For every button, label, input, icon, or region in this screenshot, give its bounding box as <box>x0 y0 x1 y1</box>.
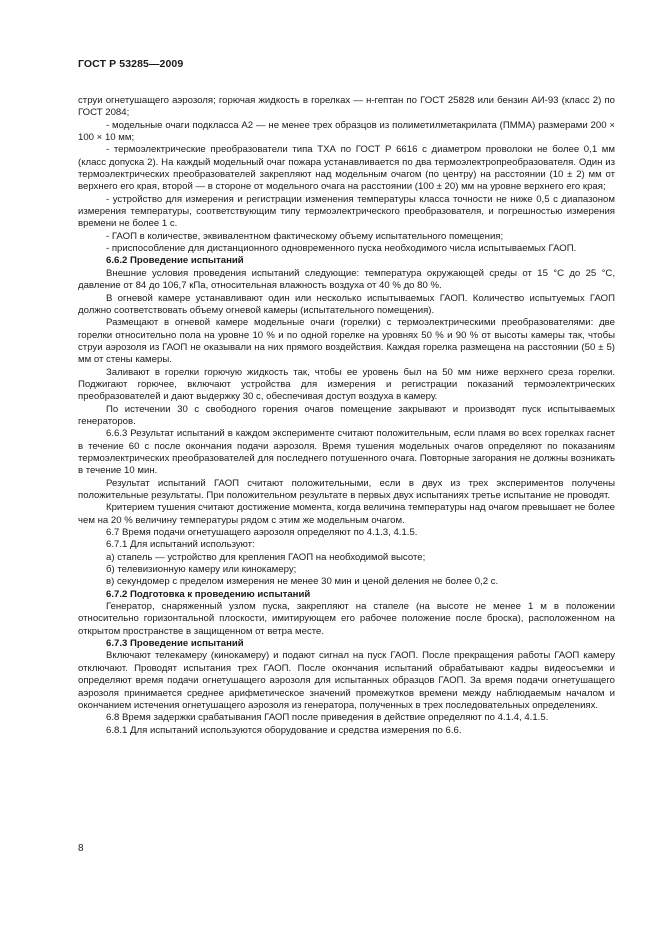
paragraph: б) телевизионную камеру или кинокамеру; <box>106 564 297 576</box>
paragraph: Заливают в горелки горючую жидкость так, чтобы ее уровень был на 50 мм ниже верхнего среза горелки. Поджигают горючее, включают устройства для измерения и регистрации показаний термоэлектрических преобразователей и дают выдержку 30 с, обеспечивая доступ воздуха в камеру. <box>78 366 615 403</box>
paragraph: 6.7.1 Для испытаний используют: <box>106 539 255 551</box>
paragraph: в) секундомер с пределом измерения не менее 30 мин и ценой деления не более 0,2 с. <box>106 576 499 588</box>
document-body <box>78 95 615 737</box>
paragraph: - термоэлектрические преобразователи типа ТХА по ГОСТ Р 6616 с диаметром проволоки не более 0,1 мм (класс допуска 2). На каждый модельный очаг пожара устанавливается по два термоэлектропреобразователя. Один из термоэлектрических преобразователей закрепляют над модельным очагом (по центру) на расстоянии (10 ± 2) мм от верхнего его края, второй — в стороне от модельного очага на расстоянии (100 ± 20) мм на уровне верхнего его края; <box>78 144 615 193</box>
paragraph: Включают телекамеру (кинокамеру) и подают сигнал на пуск ГАОП. После прекращения работы ГАОП камеру отключают. Проводят испытания трех ГАОП. После окончания испытаний обрабатывают кадры видеосъемки и определяют время подачи огнетушащего аэрозоля для испытанных образцов ГАОП. За время подачи огнетушащего аэрозоля принимается среднее арифметическое значений промежутков времени между наблюдаемым началом и окончанием истечения огнетушащего аэрозоля из генератора, полученных в трех последовательных определениях. <box>78 650 615 711</box>
paragraph: 6.8.1 Для испытаний используются оборудование и средства измерения по 6.6. <box>106 724 462 736</box>
paragraph: - приспособление для дистанционного одновременного пуска необходимого числа испытываемых ГАОП. <box>106 243 577 255</box>
paragraph: 6.7 Время подачи огнетушащего аэрозоля определяют по 4.1.3, 4.1.5. <box>106 527 418 539</box>
paragraph: а) стапель — устройство для крепления ГАОП на необходимой высоте; <box>106 551 426 563</box>
paragraph: 6.6.3 Результат испытаний в каждом эксперименте считают положительным, если пламя во всех горелках гаснет в течение 60 с после окончания подачи аэрозоля. Время тушения модельных очагов определяют по показаниям термоэлектрических преобразователей для последнего потушенного очага. Повторные загорания не должны возникать в течение 10 мин. <box>78 428 615 477</box>
paragraph: Внешние условия проведения испытаний следующие: температура окружающей среды от 15 °С до 25 °С, давление от 84 до 106,7 кПа, относительная влажность воздуха от 40 % до 80 %. <box>78 267 615 292</box>
paragraph: В огневой камере устанавливают один или несколько испытываемых ГАОП. Количество испытуемых ГАОП должно соответствовать объему огневой камеры (испытательного помещения). <box>78 292 615 316</box>
section-heading: 6.7.2 Подготовка к проведению испытаний <box>106 588 311 600</box>
section-heading: 6.6.2 Проведение испытаний <box>106 255 244 267</box>
paragraph: Результат испытаний ГАОП считают положительными, если в двух из трех экспериментов получены положительные результаты. При положительном результате в первых двух испытаниях третье испытание не проводят. <box>78 477 615 501</box>
paragraph: Размещают в огневой камере модельные очаги (горелки) с термоэлектрическими преобразователями: две горелки относительно пола на уровне 10 % и по одной горелке на уровнях 50 % и 90 % от высоты камеры так, чтобы струи аэрозоля из ГАОП не оказывали на них прямого воздействия. Каждая горелка размещена на расстоянии (50 ± 5) мм от стены камеры. <box>78 317 615 366</box>
paragraph: - ГАОП в количестве, эквивалентном фактическому объему испытательного помещения; <box>106 230 504 242</box>
document-header: ГОСТ Р 53285—2009 <box>78 58 184 70</box>
paragraph: - модельные очаги подкласса А2 — не менее трех образцов из полиметилметакрилата (ПММА) размерами 200 × 100 × 10 мм; <box>78 119 615 144</box>
paragraph: Критерием тушения считают достижение момента, когда величина температуры над очагом превышает не более чем на 20 % величину температуры рядом с этим же модельным очагом. <box>78 502 615 526</box>
paragraph: струи огнетушащего аэрозоля; горючая жидкость в горелках — н-гептан по ГОСТ 25828 или бензин АИ-93 (класс 2) по ГОСТ 2084; <box>78 95 615 119</box>
section-heading: 6.7.3 Проведение испытаний <box>106 638 244 650</box>
paragraph: По истечении 30 с свободного горения очагов помещение закрывают и производят пуск испытываемых генераторов. <box>78 403 615 427</box>
paragraph: - устройство для измерения и регистрации изменения температуры класса точности не ниже 0,5 с диапазоном измерения температуры, соответствующим типу термоэлектрического преобразователя, и погрешностью измерения времени не более 1 с. <box>78 193 615 230</box>
paragraph: 6.8 Время задержки срабатывания ГАОП после приведения в действие определяют по 4.1.4, 4.1.5. <box>106 712 549 724</box>
page-number: 8 <box>78 843 84 854</box>
paragraph: Генератор, снаряженный узлом пуска, закрепляют на стапеле (на высоте не менее 1 м в положении относительно горизонтальной плоскости, имитирующем его рабочее положение после броска), расположенном на открытом пространстве в защищенном от ветра месте. <box>78 601 615 637</box>
